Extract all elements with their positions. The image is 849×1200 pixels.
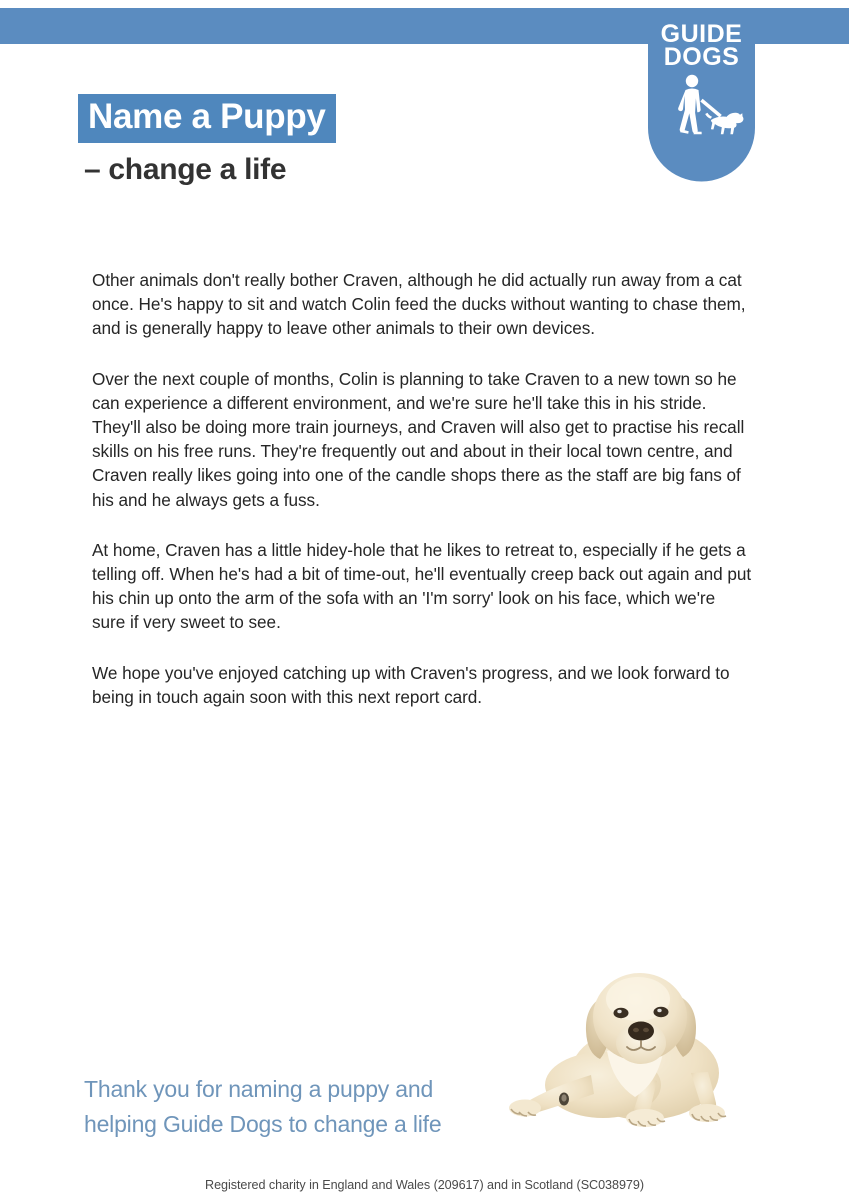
letter-body — [92, 268, 752, 709]
svg-text:DOGS: DOGS — [663, 43, 740, 71]
page-subtitle: – change a life — [84, 153, 287, 186]
page-title-band — [78, 94, 336, 143]
guide-dogs-logo — [648, 8, 755, 183]
thank-you-message — [84, 1072, 514, 1142]
thank-you-line-2: helping Guide Dogs to change a life — [84, 1111, 442, 1137]
page-title: Name a Puppy — [88, 97, 326, 136]
body-paragraph: Other animals don't really bother Craven, although he did actually run away from a cat once. He's happy to sit and watch Colin feed the ducks without wanting to chase them, and is generally happy to leave other animals to their own devices. — [92, 270, 746, 339]
yellow-labrador-puppy-photo — [495, 955, 760, 1130]
svg-text:GUIDE: GUIDE — [660, 20, 743, 48]
thank-you-line-1: Thank you for naming a puppy and — [84, 1076, 434, 1102]
body-paragraph: We hope you've enjoyed catching up with Craven's progress, and we look forward to being in touch again soon with this next report card. — [92, 662, 730, 707]
registered-charity-footer: Registered charity in England and Wales (209617) and in Scotland (SC038979) — [205, 1178, 644, 1192]
body-paragraph: Over the next couple of months, Colin is planning to take Craven to a new town so he can experience a different environment, and we're sure he'll take this in his stride. They'll also be doing more train journeys, and Craven will also get to practise his recall skills on his free runs. They're frequently out and about in their local town centre, and Craven really likes going into one of the candle shops there as the staff are big fans of his and he always gets a fuss. — [92, 368, 745, 510]
body-paragraph: At home, Craven has a little hidey-hole that he likes to retreat to, especially if he gets a telling off. When he's had a bit of time-out, he'll eventually creep back out again and put his chin up onto the arm of the sofa with an 'I'm sorry' look on his face, which we're sure if very sweet to see. — [92, 539, 752, 633]
